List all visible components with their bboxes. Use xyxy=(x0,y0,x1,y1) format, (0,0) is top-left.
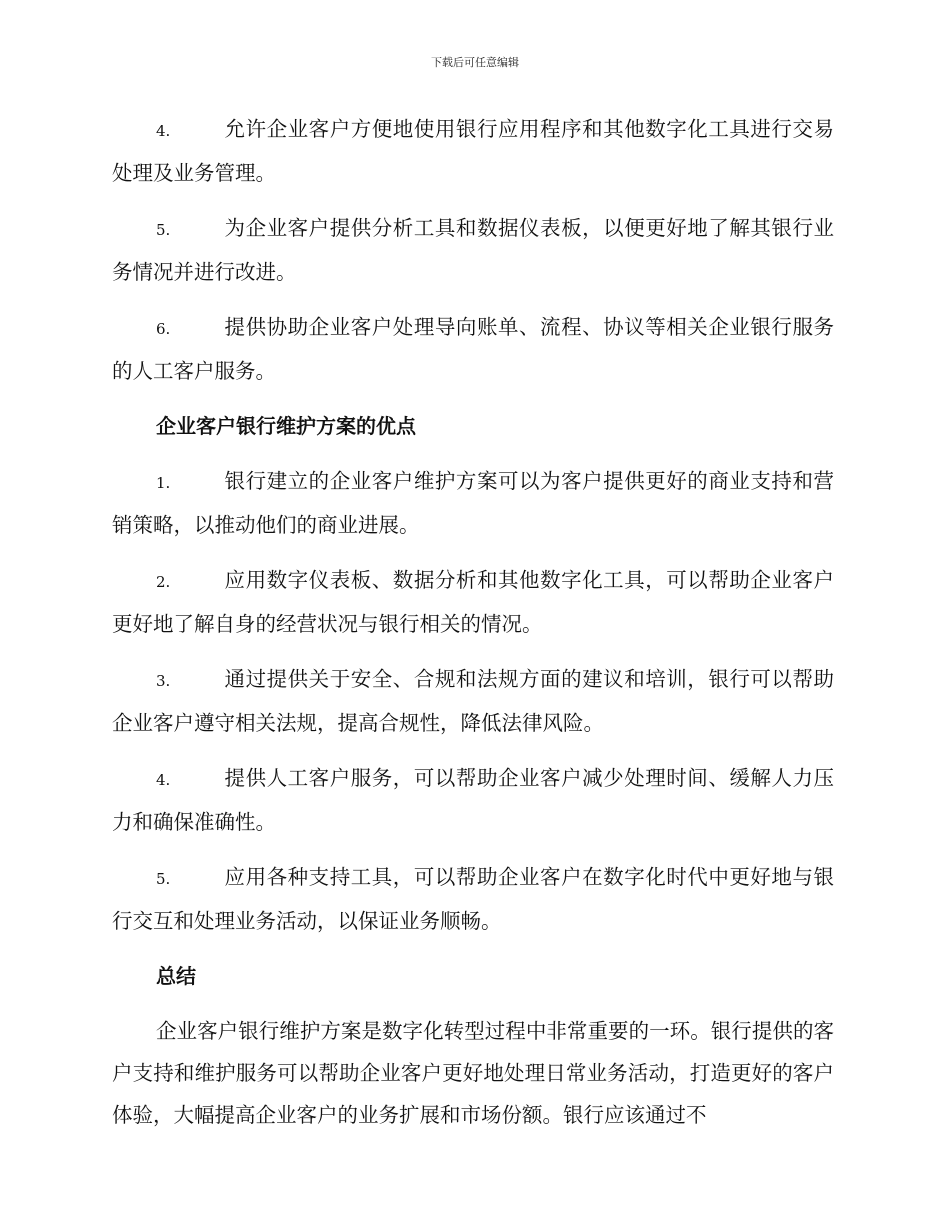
list-item xyxy=(112,658,834,744)
summary-paragraph: 企业客户银行维护方案是数字化转型过程中非常重要的一环。银行提供的客户支持和维护服务可以帮助企业客户更好地处理日常业务活动，打造更好的客户体验，大幅提高企业客户的业务扩展和市场份额。银行应该通过不 xyxy=(112,1019,834,1127)
list-item xyxy=(112,207,834,293)
list-item-number: 3. xyxy=(156,672,171,690)
list-item-text: 通过提供关于安全、合规和法规方面的建议和培训，银行可以帮助企业客户遵守相关法规，提高合规性，降低法律风险。 xyxy=(112,667,834,735)
list-item-text: 允许企业客户方便地使用银行应用程序和其他数字化工具进行交易处理及业务管理。 xyxy=(112,117,834,185)
list-item-number: 1. xyxy=(156,474,171,492)
document-body xyxy=(112,108,834,1136)
section-heading-summary: 总结 xyxy=(156,964,196,988)
list-item xyxy=(112,559,834,645)
list-item xyxy=(112,757,834,843)
list-item-text: 提供人工客户服务，可以帮助企业客户减少处理时间、缓解人力压力和确保准确性。 xyxy=(112,766,834,834)
list-item-number: 5. xyxy=(156,870,171,888)
list-item xyxy=(112,460,834,546)
list-item-text: 提供协助企业客户处理导向账单、流程、协议等相关企业银行服务的人工客户服务。 xyxy=(112,315,834,383)
section-heading-advantages: 企业客户银行维护方案的优点 xyxy=(156,414,416,438)
list-item-number: 5. xyxy=(156,221,171,239)
list-item-number: 4. xyxy=(156,771,171,789)
list-item-number: 4. xyxy=(156,122,171,140)
list-item-text: 为企业客户提供分析工具和数据仪表板，以便更好地了解其银行业务情况并进行改进。 xyxy=(112,216,834,284)
list-item-text: 银行建立的企业客户维护方案可以为客户提供更好的商业支持和营销策略，以推动他们的商业进展。 xyxy=(112,469,834,537)
list-item xyxy=(112,856,834,942)
list-item-number: 6. xyxy=(156,320,171,338)
list-item xyxy=(112,108,834,194)
page-header: 下载后可任意编辑 xyxy=(431,56,519,69)
list-item-text: 应用数字仪表板、数据分析和其他数字化工具，可以帮助企业客户更好地了解自身的经营状况与银行相关的情况。 xyxy=(112,568,834,636)
list-item-number: 2. xyxy=(156,573,171,591)
list-item-text: 应用各种支持工具，可以帮助企业客户在数字化时代中更好地与银行交互和处理业务活动，以保证业务顺畅。 xyxy=(112,865,834,933)
list-item xyxy=(112,306,834,392)
